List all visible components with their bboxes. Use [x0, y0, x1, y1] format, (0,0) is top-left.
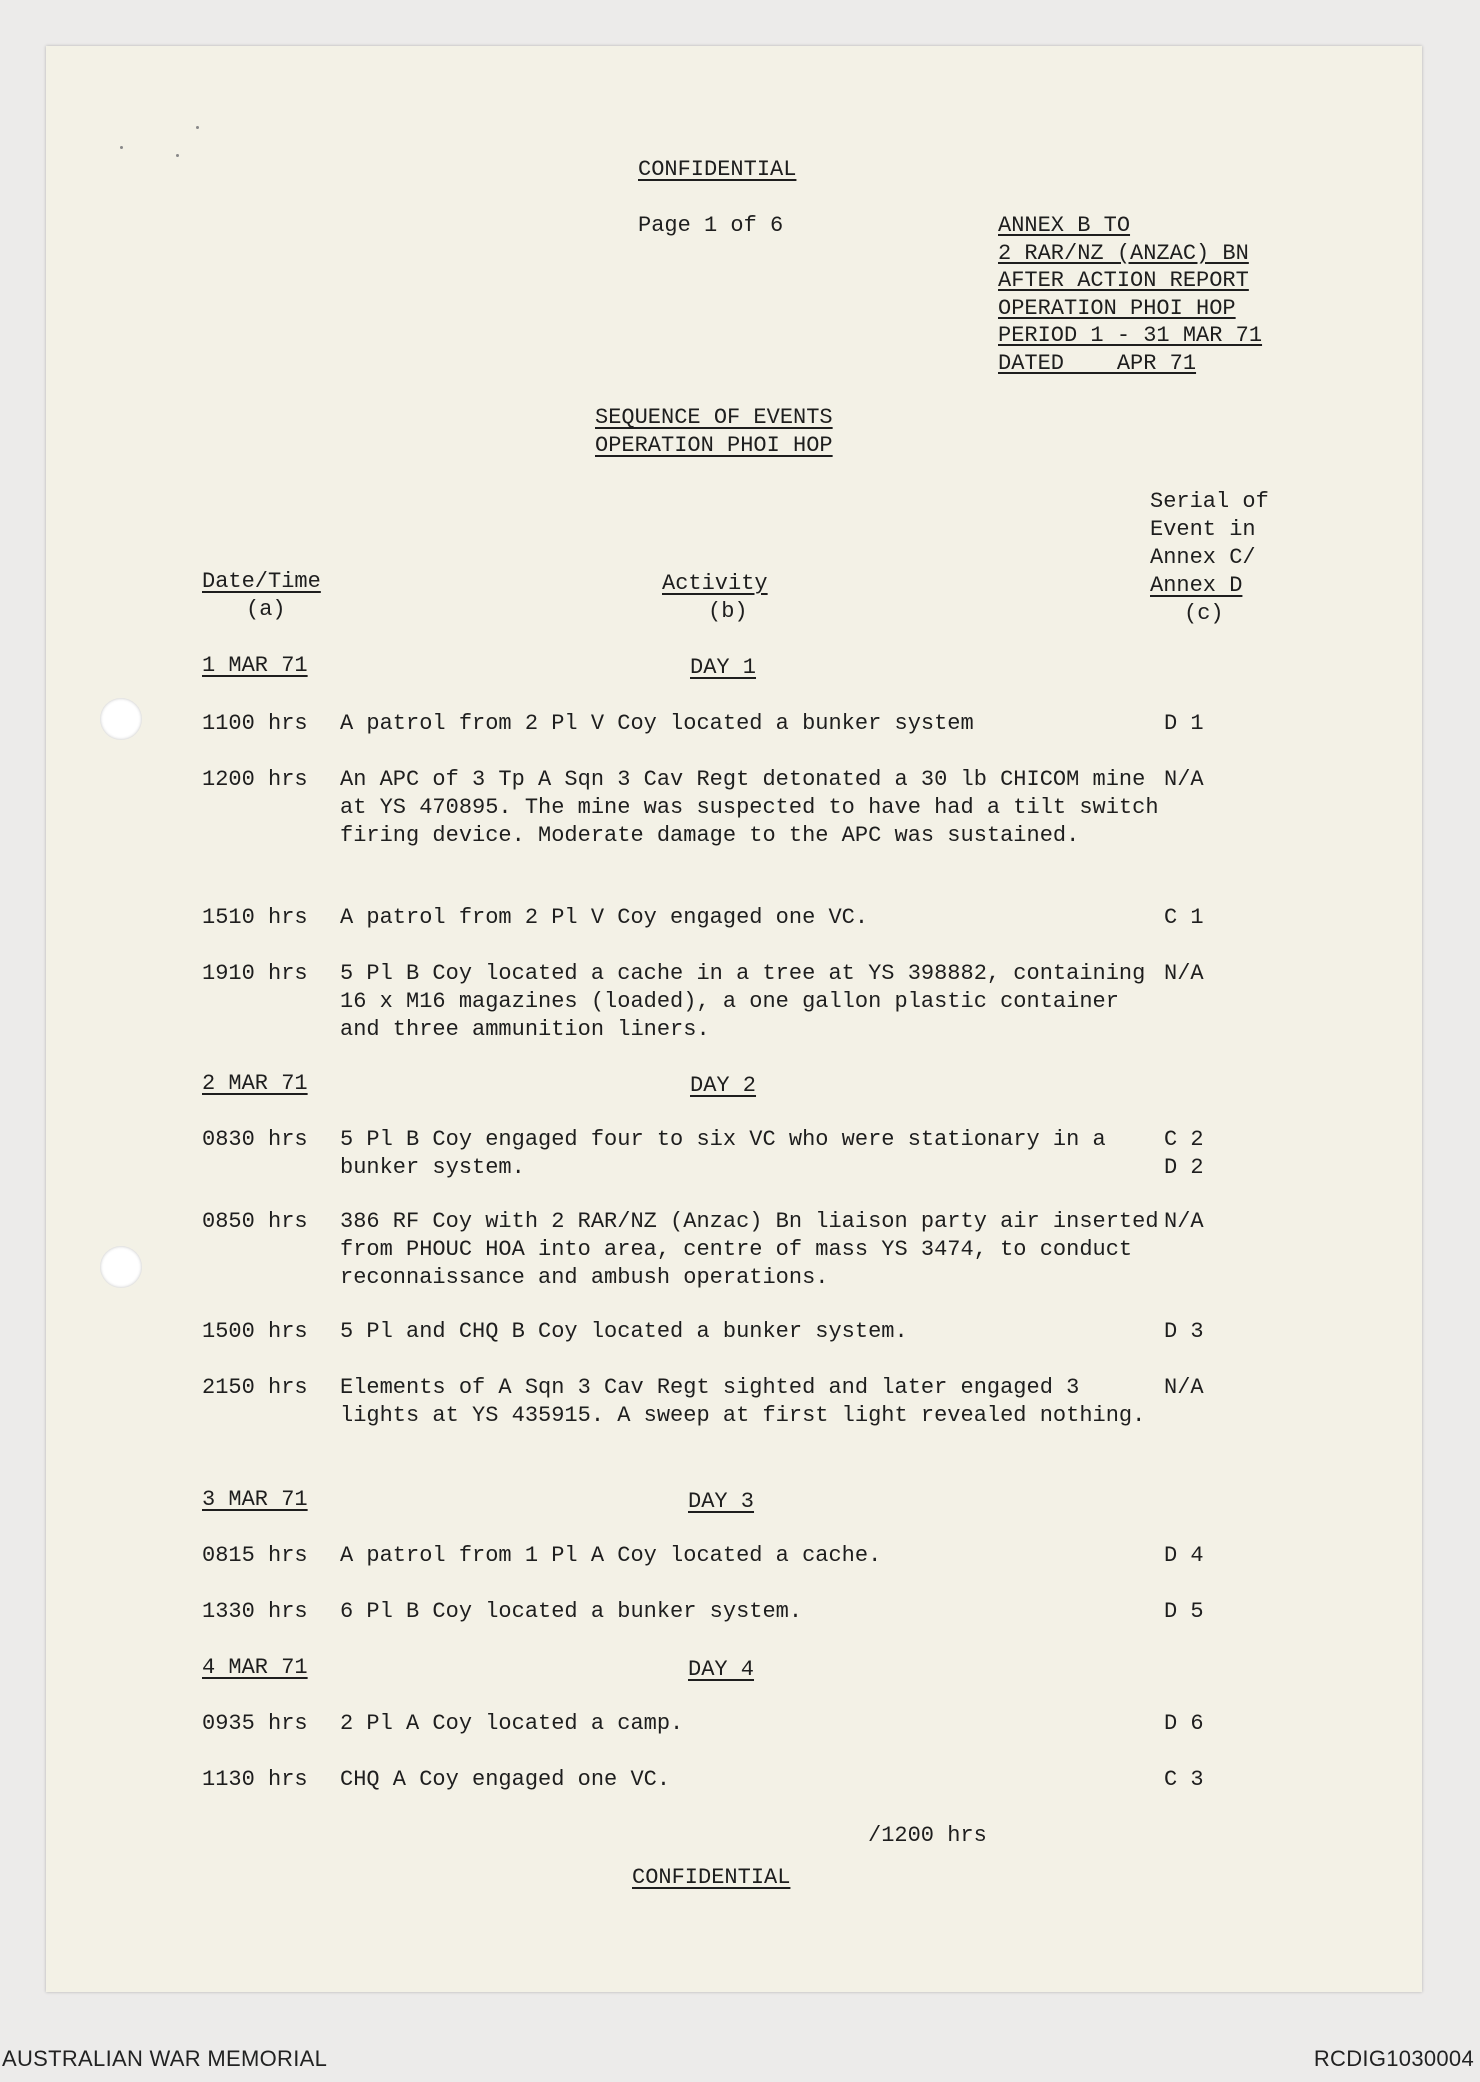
event-activity: 5 Pl B Coy located a cache in a tree at YS 398882, containing 16 x M16 magazines (loaded), a one gallon plastic container and three ammunition liners. [340, 961, 1146, 1042]
punch-hole [100, 698, 142, 740]
punch-hole [100, 1246, 142, 1288]
event-time: 1910 hrs [202, 961, 308, 986]
annex-line: PERIOD 1 - 31 MAR 71 [998, 323, 1263, 348]
column-serial-header-2: Event in [1150, 517, 1256, 542]
event-serial: C 3 [1164, 1767, 1204, 1792]
day-date: 4 MAR 71 [202, 1655, 308, 1680]
event-serial: N/A [1164, 1375, 1204, 1400]
event-time: 0815 hrs [202, 1543, 308, 1568]
event-time: 1500 hrs [202, 1319, 308, 1344]
paper-speck [176, 154, 179, 157]
annex-reference [998, 212, 1262, 377]
event-serial: D 1 [1164, 711, 1204, 736]
event-activity: 5 Pl and CHQ B Coy located a bunker system. [340, 1319, 908, 1344]
archive-watermark-right: RCDIG1030004 [1313, 2046, 1474, 2071]
column-serial-header-4: Annex D [1150, 573, 1243, 598]
event-activity: 386 RF Coy with 2 RAR/NZ (Anzac) Bn liaison party air inserted from PHOUC HOA into area, centre of mass YS 3474, to conduct reconnaissance and ambush operations. [340, 1209, 1159, 1290]
event-serial: D 3 [1164, 1319, 1204, 1344]
event-time: 1200 hrs [202, 767, 308, 792]
event-time: 1330 hrs [202, 1599, 308, 1624]
event-activity: An APC of 3 Tp A Sqn 3 Cav Regt detonated a 30 lb CHICOM mine at YS 470895. The mine was suspected to have had a tilt switch firing device. Moderate damage to the APC was sustained. [340, 767, 1159, 848]
event-serial: D 4 [1164, 1543, 1204, 1568]
column-activity-header: Activity [662, 571, 768, 596]
day-label: DAY 3 [688, 1489, 755, 1514]
paper-speck [120, 146, 123, 149]
event-time: 0850 hrs [202, 1209, 308, 1234]
event-activity: A patrol from 2 Pl V Coy located a bunker system [340, 711, 974, 736]
event-activity: A patrol from 1 Pl A Coy located a cache. [340, 1543, 882, 1568]
event-serial: N/A [1164, 961, 1204, 986]
annex-line: AFTER ACTION REPORT [998, 268, 1249, 293]
event-serial-2: D 2 [1164, 1155, 1204, 1180]
column-date-key: (a) [246, 597, 286, 622]
column-serial-key: (c) [1184, 601, 1224, 626]
day-date: 2 MAR 71 [202, 1071, 308, 1096]
classification-footer: CONFIDENTIAL [632, 1865, 791, 1890]
column-date-header: Date/Time [202, 569, 321, 594]
annex-line: ANNEX B TO [998, 213, 1131, 238]
classification-header: CONFIDENTIAL [638, 157, 797, 182]
column-activity-key: (b) [708, 599, 748, 624]
event-activity: Elements of A Sqn 3 Cav Regt sighted and later engaged 3 lights at YS 435915. A sweep at first light revealed nothing. [340, 1375, 1146, 1428]
event-activity: A patrol from 2 Pl V Coy engaged one VC. [340, 905, 869, 930]
event-activity: 6 Pl B Coy located a bunker system. [340, 1599, 803, 1624]
event-serial: N/A [1164, 1209, 1204, 1234]
column-serial-header-1: Serial of [1150, 489, 1269, 514]
event-serial: N/A [1164, 767, 1204, 792]
archive-watermark-left: AUSTRALIAN WAR MEMORIAL [2, 2046, 328, 2071]
day-label: DAY 2 [690, 1073, 757, 1098]
event-serial: D 6 [1164, 1711, 1204, 1736]
annex-line: 2 RAR/NZ (ANZAC) BN [998, 240, 1249, 266]
event-time: 0830 hrs [202, 1127, 308, 1152]
event-activity: 5 Pl B Coy engaged four to six VC who were stationary in a bunker system. [340, 1127, 1106, 1180]
day-date: 1 MAR 71 [202, 653, 308, 678]
event-activity: 2 Pl A Coy located a camp. [340, 1711, 684, 1736]
column-serial-header-3: Annex C/ [1150, 545, 1256, 570]
annex-line: OPERATION PHOI HOP [998, 295, 1236, 321]
day-date: 3 MAR 71 [202, 1487, 308, 1512]
event-serial: D 5 [1164, 1599, 1204, 1624]
day-label: DAY 1 [690, 655, 757, 680]
continuation-marker: /1200 hrs [868, 1823, 987, 1848]
annex-line: DATED APR 71 [998, 350, 1197, 376]
event-time: 1130 hrs [202, 1767, 308, 1792]
title-line-1: SEQUENCE OF EVENTS [595, 405, 833, 430]
event-serial: C 1 [1164, 905, 1204, 930]
page-number: Page 1 of 6 [638, 213, 784, 238]
day-label: DAY 4 [688, 1657, 755, 1682]
event-time: 1510 hrs [202, 905, 308, 930]
event-time: 2150 hrs [202, 1375, 308, 1400]
title-line-2: OPERATION PHOI HOP [595, 433, 833, 458]
event-activity: CHQ A Coy engaged one VC. [340, 1767, 671, 1792]
event-serial: C 2 [1164, 1127, 1204, 1152]
event-time: 1100 hrs [202, 711, 308, 736]
event-time: 0935 hrs [202, 1711, 308, 1736]
paper-speck [196, 126, 199, 129]
